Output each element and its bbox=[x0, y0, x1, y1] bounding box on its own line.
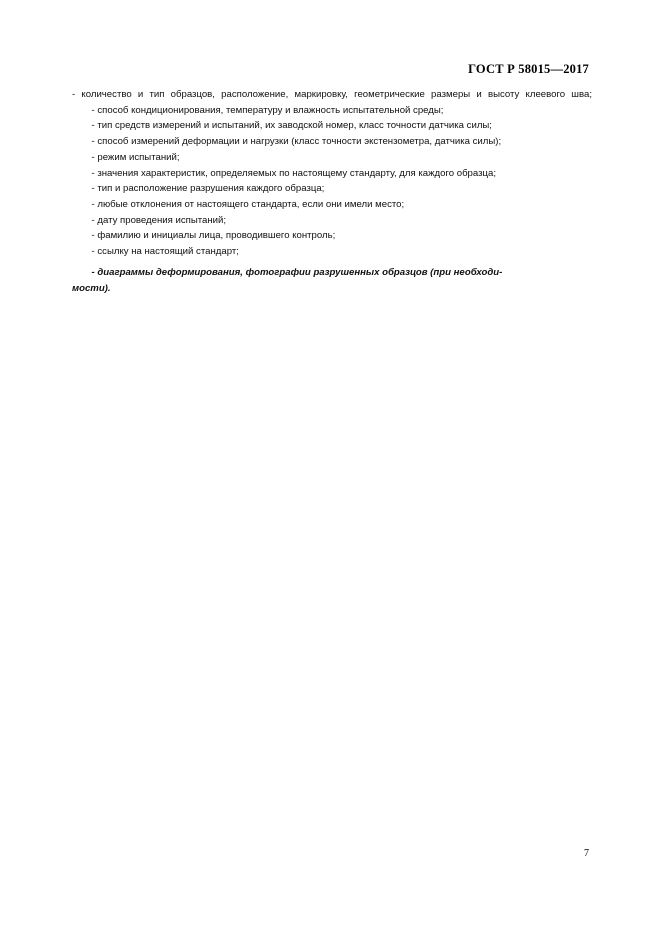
list-item: - любые отклонения от настоящего стандарта, если они имели место; bbox=[91, 198, 405, 210]
emphasis-list-item-line1: - диаграммы деформирования, фотографии разрушенных образцов (при необходи- bbox=[91, 267, 503, 279]
list-item: - дату проведения испытаний; bbox=[91, 214, 227, 226]
list-item: - режим испытаний; bbox=[91, 151, 180, 163]
list-item: - ссылку на настоящий стандарт; bbox=[91, 246, 239, 258]
page-header-title: ГОСТ Р 58015—2017 bbox=[468, 62, 589, 76]
page-number: 7 bbox=[584, 848, 589, 859]
list-item: - значения характеристик, определяемых по настоящему стандарту, для каждого образца; bbox=[91, 167, 497, 179]
list-item: - способ кондиционирования, температуру и влажность испытательной среды; bbox=[91, 104, 444, 116]
page-content bbox=[72, 88, 592, 298]
emphasis-list-item-line2: мости). bbox=[72, 282, 111, 294]
list-item: - количество и тип образцов, расположение, маркировку, геометрические размеры и высоту клеевого шва; bbox=[72, 89, 592, 100]
list-item: - тип и расположение разрушения каждого образца; bbox=[91, 183, 325, 195]
list-item: - способ измерений деформации и нагрузки (класс точности экстензометра, датчика силы); bbox=[91, 136, 502, 148]
list-item: - фамилию и инициалы лица, проводившего контроль; bbox=[91, 230, 336, 242]
list-item: - тип средств измерений и испытаний, их заводской номер, класс точности датчика силы; bbox=[91, 120, 492, 132]
